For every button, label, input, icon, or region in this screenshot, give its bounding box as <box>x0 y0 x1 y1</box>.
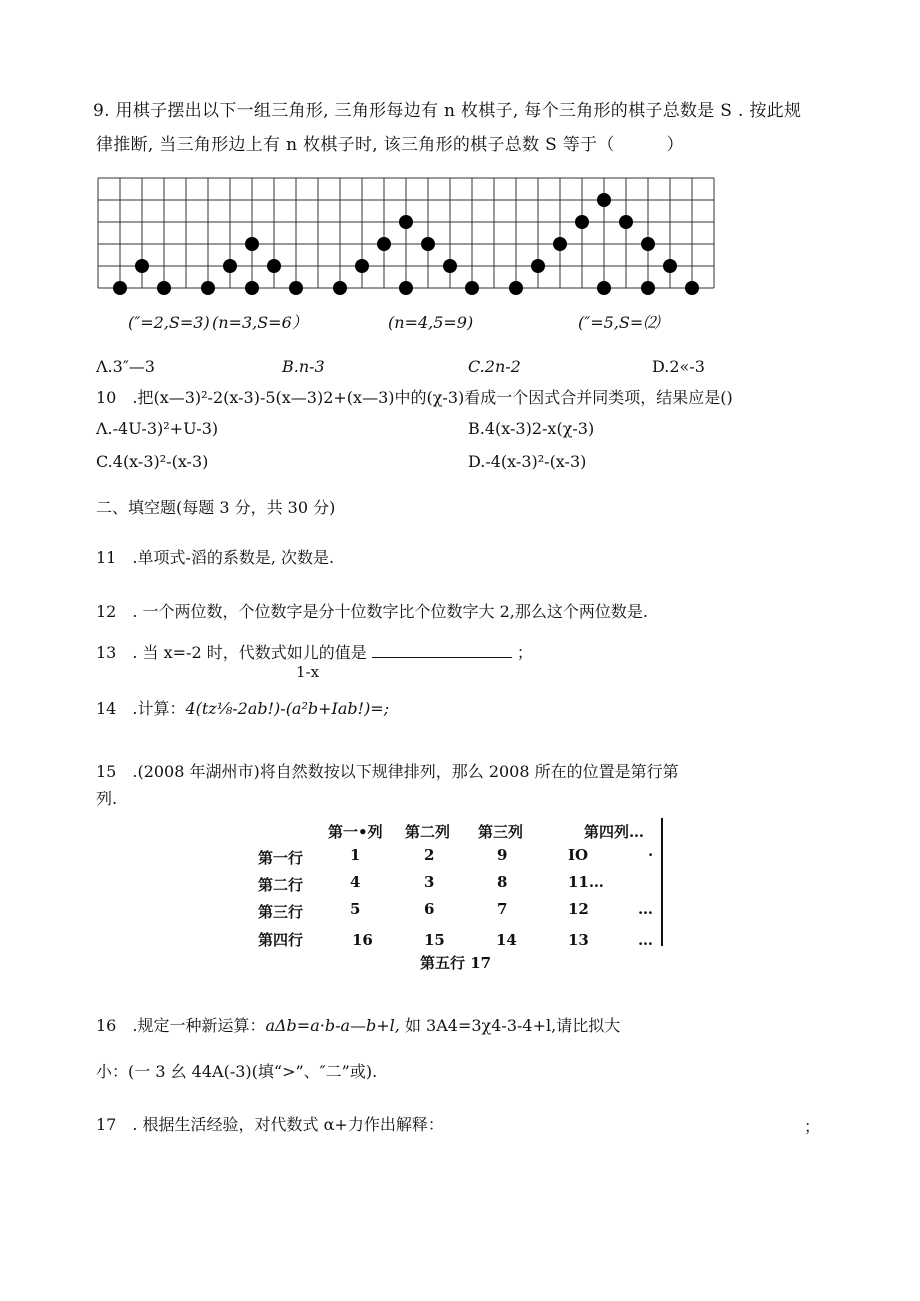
table-cell: … <box>638 931 653 949</box>
go-stone <box>619 215 633 229</box>
go-stone <box>245 281 259 295</box>
table-cell: 11… <box>568 873 604 891</box>
go-stone <box>465 281 479 295</box>
q16-line2: 小：(一 3 幺 44A(-3)(填“>”、″二”或). <box>96 1062 378 1081</box>
q9-caption-1: (″=2,S=3) <box>128 313 210 332</box>
q9-option-b: B.n-3 <box>282 357 325 376</box>
table-cell: 13 <box>568 931 589 949</box>
table-cell: 2 <box>424 846 435 864</box>
q13-text <box>96 643 533 663</box>
q10-stem: 10 .把(x—3)²-2(x-3)-5(x—3)2+(x—3)中的(χ-3)看成一个因式合并同类项，结果应是() <box>96 388 733 407</box>
go-stone <box>443 259 457 273</box>
go-stone <box>245 237 259 251</box>
go-stone <box>575 215 589 229</box>
go-board-figure <box>96 176 716 296</box>
go-stone <box>113 281 127 295</box>
table-header-col2: 第二列 <box>405 823 451 841</box>
go-stone <box>641 237 655 251</box>
q9-option-a: Λ.3″—3 <box>96 357 155 376</box>
go-stone <box>223 259 237 273</box>
q9-caption-3: (n=4,5=9) <box>388 313 474 332</box>
q17-text: 17 . 根据生活经验，对代数式 α+力作出解释： <box>96 1115 444 1134</box>
q16-formula: aΔb=a·b-a—b+l, <box>265 1016 400 1035</box>
go-stone <box>553 237 567 251</box>
table-cell: 6 <box>424 900 435 918</box>
go-stone <box>135 259 149 273</box>
table-cell: 8 <box>497 873 508 891</box>
q9-line1: 9. 用棋子摆出以下一组三角形, 三角形每边有 n 枚棋子, 每个三角形的棋子总数是 S . 按此规 <box>93 101 802 121</box>
go-stone <box>663 259 677 273</box>
go-stone <box>267 259 281 273</box>
q16-line1 <box>96 1016 620 1036</box>
table-header-col1: 第一•列 <box>328 823 383 841</box>
q10-option-a: Λ.-4U-3)²+U-3) <box>96 419 219 438</box>
go-stone <box>641 281 655 295</box>
q9-line2: 律推断, 当三角形边上有 n 枚棋子时, 该三角形的棋子总数 S 等于（ ） <box>96 135 684 155</box>
q13-denominator: 1-x <box>296 663 320 681</box>
table-header-col3: 第三列 <box>478 823 524 841</box>
table-cell: 9 <box>497 846 508 864</box>
q13-stem: 13 . 当 x=-2 时，代数式如儿的值是 <box>96 643 367 662</box>
table-cell: · <box>648 846 654 864</box>
q17-tail: ； <box>804 1117 821 1136</box>
go-stone <box>399 281 413 295</box>
q10-option-c: C.4(x-3)²-(x-3) <box>96 452 209 471</box>
q16-prefix: 16 .规定一种新运算： <box>96 1016 266 1035</box>
table-header-col4: 第四列… <box>584 823 645 841</box>
table-last-row: 第五行 17 <box>420 954 492 972</box>
q10-option-d: D.-4(x-3)²-(x-3) <box>468 452 587 471</box>
go-stone <box>377 237 391 251</box>
go-stone <box>597 281 611 295</box>
go-stone <box>531 259 545 273</box>
q16-suffix: 如 3A4=3χ4-3-4+l,请比拟大 <box>399 1016 621 1035</box>
go-stone <box>201 281 215 295</box>
table-cell: … <box>638 900 653 918</box>
go-stone <box>289 281 303 295</box>
q15-line2: 列. <box>96 789 118 808</box>
table-row-label-2: 第二行 <box>258 876 304 894</box>
go-stone <box>333 281 347 295</box>
q9-option-d: D.2«-3 <box>652 357 705 376</box>
table-right-rule <box>661 818 663 946</box>
table-cell: 5 <box>350 900 361 918</box>
q15-line1: 15 .(2008 年湖州市)将自然数按以下规律排列，那么 2008 所在的位置是第行第 <box>96 762 679 781</box>
table-cell: 14 <box>496 931 517 949</box>
go-stone <box>355 259 369 273</box>
q9-option-c: C.2n-2 <box>468 357 521 376</box>
table-cell: 15 <box>424 931 445 949</box>
table-cell: 3 <box>424 873 435 891</box>
table-cell: 12 <box>568 900 589 918</box>
q9-caption-4: (″=5,S=⑵ <box>578 313 660 332</box>
section2-heading: 二、填空题(每题 3 分，共 30 分) <box>96 498 336 517</box>
table-cell: IO <box>568 846 589 864</box>
go-stone <box>685 281 699 295</box>
q11-text: 11 .单项式-滔的系数是, 次数是. <box>96 548 335 567</box>
go-stone <box>597 193 611 207</box>
q13-tail: ； <box>516 643 533 662</box>
q14-expression: 4(tz⅛-2ab!)-(a²b+Iab!)=; <box>185 699 390 718</box>
table-cell: 1 <box>350 846 361 864</box>
table-cell: 7 <box>497 900 508 918</box>
q14-text <box>96 699 389 719</box>
q12-text: 12 . 一个两位数，个位数字是分十位数字比个位数字大 2,那么这个两位数是. <box>96 602 648 621</box>
table-row-label-1: 第一行 <box>258 849 304 867</box>
q14-prefix: 14 .计算： <box>96 699 186 718</box>
table-cell: 4 <box>350 873 361 891</box>
table-row-label-4: 第四行 <box>258 931 304 949</box>
q13-answer-blank <box>372 643 512 658</box>
table-row-label-3: 第三行 <box>258 903 304 921</box>
table-cell: 16 <box>352 931 373 949</box>
go-stone <box>421 237 435 251</box>
go-stone <box>509 281 523 295</box>
q9-caption-2: (n=3,S=6） <box>212 313 308 332</box>
go-stone <box>157 281 171 295</box>
q10-option-b: B.4(x-3)2-x(χ-3) <box>468 419 595 438</box>
go-stone <box>399 215 413 229</box>
